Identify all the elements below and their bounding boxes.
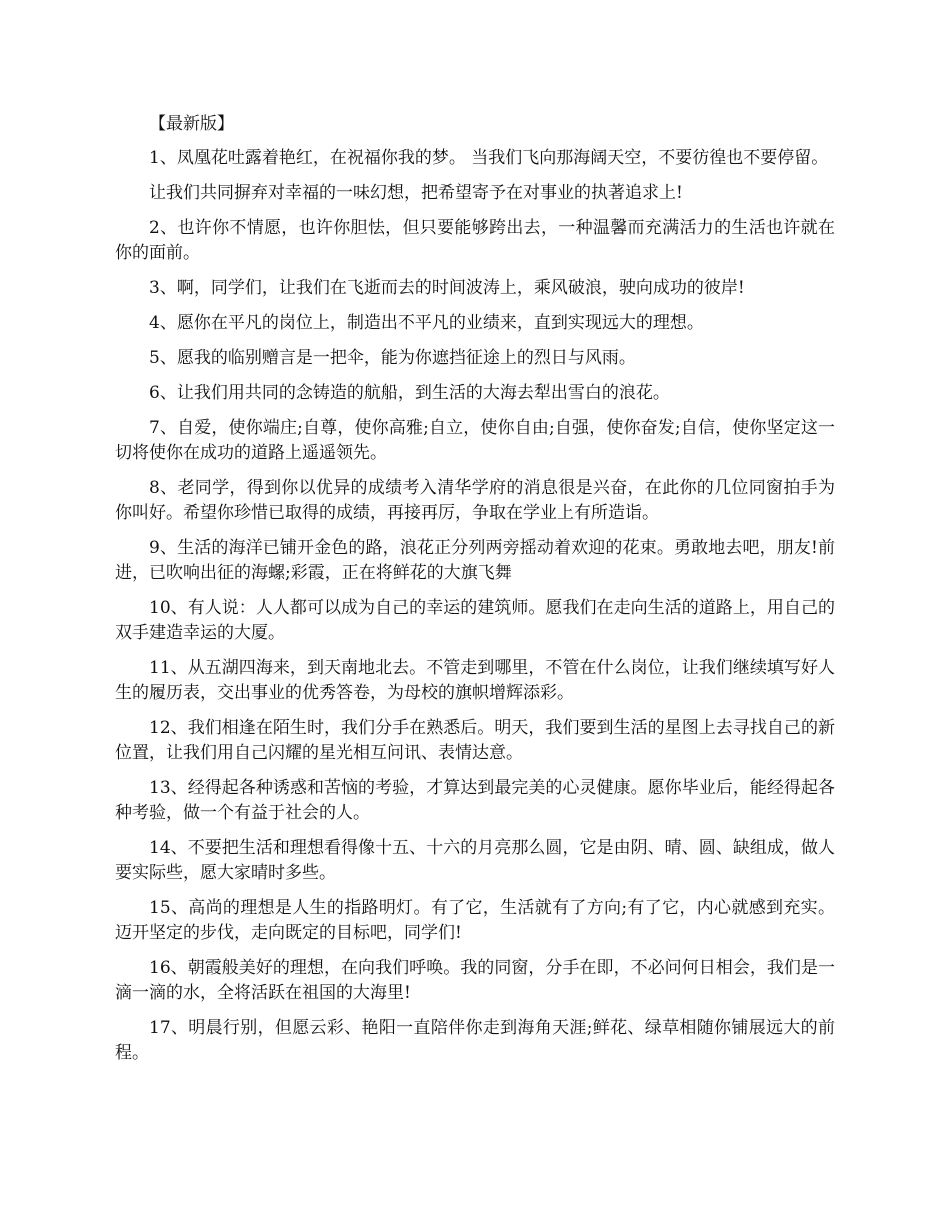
paragraph-intro-2: 让我们共同摒弃对幸福的一味幻想，把希望寄予在对事业的执著追求上! [149,183,683,203]
paragraph-12: 12、我们相逢在陌生时，我们分手在熟悉后。明天，我们要到生活的星图上去寻找自己的新位置，让我们用自己闪耀的星光相互问讯、表情达意。 [115,718,835,763]
paragraph-17: 17、明晨行别，但愿云彩、艳阳一直陪伴你走到海角天涯;鲜花、绿草相随你铺展远大的前程。 [115,1018,835,1063]
document-heading: 【最新版】 [149,114,234,134]
paragraph-11: 11、从五湖四海来，到天南地北去。不管走到哪里，不管在什么岗位，让我们继续填写好人生的履历表，交出事业的优秀答卷，为母校的旗帜增辉添彩。 [115,658,835,703]
paragraph-7: 7、自爱，使你端庄;自尊，使你高雅;自立，使你自由;自强，使你奋发;自信，使你坚定这一切将使你在成功的道路上遥遥领先。 [115,418,835,463]
paragraph-4: 4、愿你在平凡的岗位上，制造出不平凡的业绩来，直到实现远大的理想。 [149,313,704,333]
paragraph-10: 10、有人说：人人都可以成为自己的幸运的建筑师。愿我们在走向生活的道路上，用自己的双手建造幸运的大厦。 [115,598,835,643]
document-body [115,112,835,1076]
paragraph-15: 15、高尚的理想是人生的指路明灯。有了它，生活就有了方向;有了它，内心就感到充实。迈开坚定的步伐，走向既定的目标吧，同学们! [115,898,835,943]
paragraph-9: 9、生活的海洋已铺开金色的路，浪花正分列两旁摇动着欢迎的花束。勇敢地去吧，朋友!前进，已吹响出征的海螺;彩霞，正在将鲜花的大旗飞舞 [115,538,835,583]
paragraph-6: 6、让我们用共同的念铸造的航船，到生活的大海去犁出雪白的浪花。 [149,383,670,403]
paragraph-16: 16、朝霞般美好的理想，在向我们呼唤。我的同窗，分手在即，不必问何日相会，我们是一滴一滴的水，全将活跃在祖国的大海里! [115,958,835,1003]
paragraph-13: 13、经得起各种诱惑和苦恼的考验，才算达到最完美的心灵健康。愿你毕业后，能经得起各种考验，做一个有益于社会的人。 [115,778,835,823]
paragraph-2: 2、也许你不情愿，也许你胆怯，但只要能够跨出去，一种温馨而充满活力的生活也许就在你的面前。 [115,218,835,263]
paragraph-3: 3、啊，同学们，让我们在飞逝而去的时间波涛上，乘风破浪，驶向成功的彼岸! [149,278,745,298]
paragraph-5: 5、愿我的临别赠言是一把伞，能为你遮挡征途上的烈日与风雨。 [149,348,636,368]
paragraph-8: 8、老同学，得到你以优异的成绩考入清华学府的消息很是兴奋，在此你的几位同窗拍手为你叫好。希望你珍惜已取得的成绩，再接再厉，争取在学业上有所造诣。 [115,478,835,523]
paragraph-14: 14、不要把生活和理想看得像十五、十六的月亮那么圆，它是由阴、晴、圆、缺组成，做人要实际些，愿大家晴时多些。 [115,838,835,883]
paragraph-intro-1: 1、凤凰花吐露着艳红，在祝福你我的梦。 当我们飞向那海阔天空，不要彷徨也不要停留。 [149,148,829,168]
